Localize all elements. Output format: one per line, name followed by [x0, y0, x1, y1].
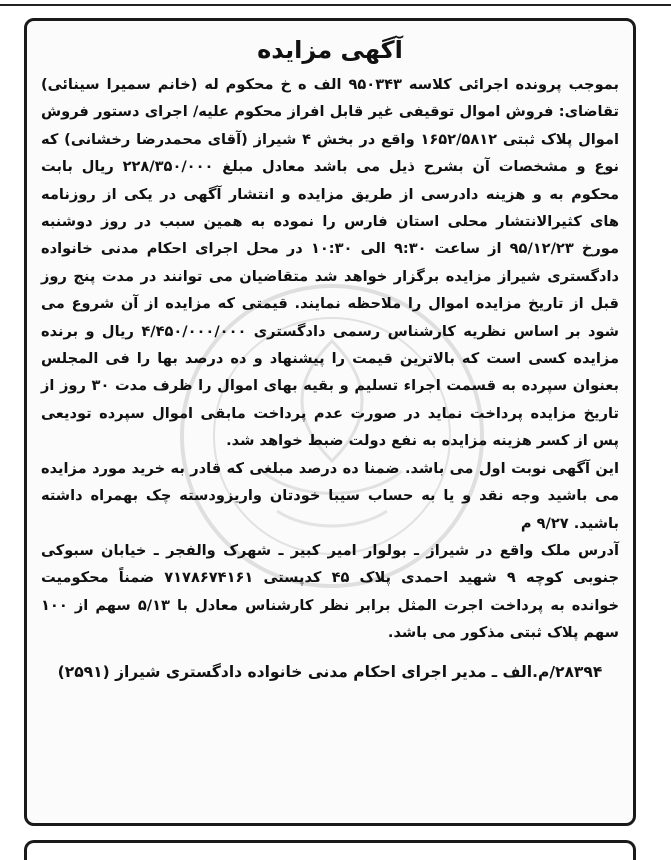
notice-body-main: بموجب پرونده اجرائی کلاسه ۹۵۰۳۴۳ الف ه خ محکوم له (خانم سمیرا سینائی) تقاضای: فروش اموال توقیفی غیر قابل افراز محکوم علیه/ اجرای دستور فروش اموال پلاک ثبتی ۱۶۵۲/۵۸۱۲ واقع در بخش ۴ شیراز (آقای محمدرضا رخشانی) که نوع و مشخصات آن بشرح ذیل می باشد معادل مبلغ ۲۲۸/۳۵۰/۰۰۰ ریال بابت محکوم به و هزینه دادرسی از طریق مزایده و انتشار آگهی در یکی از روزنامه های کثیرالانتشار محلی استان فارس را نموده به همین سبب در روز دوشنبه مورخ ۹۵/۱۲/۲۳ از ساعت ۹:۳۰ الی ۱۰:۳۰ در محل اجرای احکام مدنی خانواده دادگستری شیراز مزایده برگزار خواهد شد متقاضیان می توانند در مدت پنج روز قبل از تاریخ مزایده اموال را ملاحظه نمایند. قیمتی که مزایده از آن شروع می شود بر اساس نظریه کارشناس رسمی دادگستری ۴/۴۵۰/۰۰۰/۰۰۰ ریال و برنده مزایده کسی است که بالاترین قیمت را پیشنهاد و ده درصد بها را فی المجلس بعنوان سپرده به قسمت اجراء تسلیم و بقیه بهای اموال را ظرف مدت ۳۰ روز از تاریخ مزایده پرداخت نماید در صورت عدم پرداخت مابقی اموال سپرده تودیعی پس از کسر هزینه مزایده به نفع دولت ضبط خواهد شد.	[41, 76, 620, 450]
notice-signature: ۲۸۳۹۴/م.الف ـ مدیر اجرای احکام مدنی خانواده دادگستری شیراز (۲۵۹۱)	[57, 662, 603, 681]
next-notice-frame-edge	[24, 840, 636, 860]
top-divider	[0, 4, 671, 6]
notice-body-address: آدرس ملک واقع در شیراز ـ بولوار امیر کبیر ـ شهرک والفجر ـ خیابان سبوکی جنوبی کوچه ۹ شهید احمدی پلاک ۴۵ کدپستی ۷۱۷۸۶۷۴۱۶۱ ضمناً محکومیت خوانده به پرداخت اجرت المثل برابر نظر کارشناس معادل با ۵/۱۳ سهم از ۱۰۰ سهم پلاک ثبتی مذکور می باشد.	[41, 541, 619, 642]
notice-title: آگهی مزایده	[257, 36, 403, 64]
notice-body-deposit: این آگهی نوبت اول می باشد. ضمنا ده درصد مبلغی که قادر به خرید مورد مزایده می باشید وجه نقد و یا به حساب سیبا خودتان واریزودسته چک بهمراه داشته باشید. ۹/۲۷ م	[41, 459, 619, 532]
notice-frame	[24, 18, 636, 826]
